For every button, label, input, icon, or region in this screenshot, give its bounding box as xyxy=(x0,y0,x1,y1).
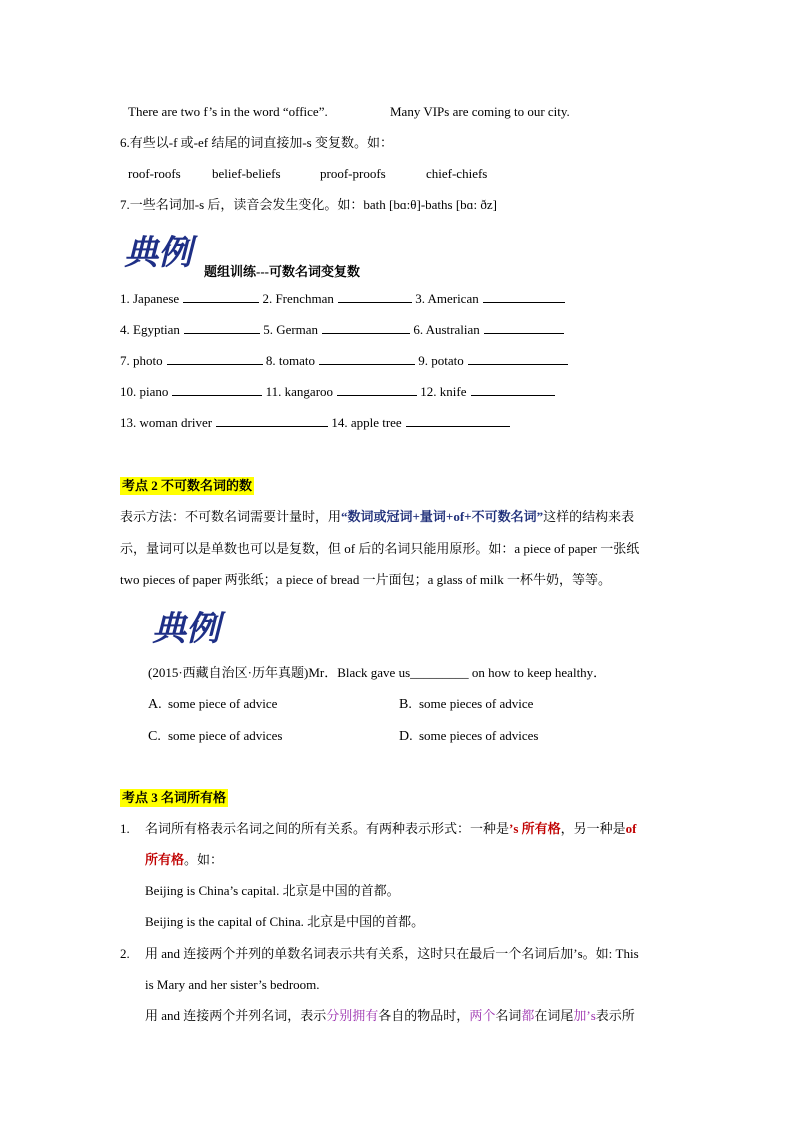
item-2-number: 2. xyxy=(120,946,130,961)
highlight-of-possessive: 所有格 xyxy=(145,852,185,867)
text: 名词所有格表示名词之间的所有关系。有两种表示形式：一种是 xyxy=(145,821,510,836)
highlight-respectively: 分别拥有 xyxy=(326,1008,379,1023)
option-d[interactable] xyxy=(399,727,538,746)
answer-blank[interactable] xyxy=(338,290,412,303)
option-c[interactable] xyxy=(148,727,282,746)
text: 表示所 xyxy=(595,1008,635,1023)
highlight-both: 都 xyxy=(521,1008,535,1023)
drill-item: 1. Japanese xyxy=(120,291,180,306)
drill-item: 11. kangaroo xyxy=(265,384,334,399)
drill-item: 4. Egyptian xyxy=(120,322,180,337)
text: 用 and 连接两个并列名词，表示 xyxy=(145,1008,327,1023)
answer-blank[interactable] xyxy=(216,414,328,427)
item-1-line-1 xyxy=(145,820,637,838)
text: 这样的结构来表 xyxy=(543,509,635,524)
option-text: some pieces of advice xyxy=(419,696,534,711)
answer-blank[interactable] xyxy=(471,383,555,396)
item-1-line-2 xyxy=(145,851,223,869)
example-6-1: roof-roofs xyxy=(128,166,181,181)
answer-blank[interactable] xyxy=(183,290,259,303)
option-letter: A. xyxy=(148,697,162,712)
section-2-heading: 考点 2 不可数名词的数 xyxy=(122,478,253,493)
item-3-line-1 xyxy=(145,1007,635,1025)
rule-6: 6.有些以-f 或-ef 结尾的词直接加-s 变复数。如： xyxy=(120,135,393,150)
drill-item: 10. piano xyxy=(120,384,169,399)
text: 。如： xyxy=(184,852,224,867)
drill-item: 14. apple tree xyxy=(331,415,402,430)
svg-text:典例: 典例 xyxy=(152,609,220,648)
item-2-line-2: is Mary and her sister’s bedroom. xyxy=(145,977,320,992)
section-3-heading: 考点 3 名词所有格 xyxy=(122,790,227,805)
highlight-add-s: 加’s xyxy=(573,1008,596,1023)
drill-item: 2. Frenchman xyxy=(262,291,334,306)
drill-item: 5. German xyxy=(263,322,319,337)
option-letter: C. xyxy=(148,729,161,744)
section-2-para-line-2: 示，量词可以是单数也可以是复数，但 of 后的名词只能用原形。如：a piece of paper 一张纸 xyxy=(120,541,640,556)
option-b[interactable] xyxy=(399,695,533,714)
option-text: some pieces of advices xyxy=(419,728,539,743)
drill-title: 题组训练---可数名词变复数 xyxy=(204,264,360,279)
example-sentence: Beijing is China’s capital. 北京是中国的首都。 xyxy=(145,883,400,898)
drill-item: 9. potato xyxy=(418,353,464,368)
drill-item: 3. American xyxy=(415,291,479,306)
drill-item: 12. knife xyxy=(420,384,467,399)
drill-row xyxy=(120,383,555,401)
text: ，另一种是 xyxy=(560,821,626,836)
answer-blank[interactable] xyxy=(322,321,410,334)
example-6-3: proof-proofs xyxy=(320,166,386,181)
option-letter: D. xyxy=(399,729,413,744)
option-text: some piece of advices xyxy=(168,728,283,743)
highlight-two: 两个 xyxy=(469,1008,496,1023)
example-sentence-right: Many VIPs are coming to our city. xyxy=(390,104,570,119)
option-a[interactable] xyxy=(148,695,277,714)
drill-item: 7. photo xyxy=(120,353,163,368)
dianli-logo xyxy=(150,604,232,648)
answer-blank[interactable] xyxy=(483,290,565,303)
text: 名词 xyxy=(495,1008,522,1023)
drill-row xyxy=(120,414,510,432)
answer-blank[interactable] xyxy=(167,352,263,365)
option-text: some piece of advice xyxy=(168,696,278,711)
example-sentence: Beijing is the capital of China. 北京是中国的首都。 xyxy=(145,914,425,929)
svg-text:典例: 典例 xyxy=(124,233,192,272)
drill-row xyxy=(120,321,564,339)
answer-blank[interactable] xyxy=(406,414,510,427)
answer-blank[interactable] xyxy=(184,321,260,334)
section-2-para-line-3: two pieces of paper 两张纸；a piece of bread 一片面包；a glass of milk 一杯牛奶，等等。 xyxy=(120,572,612,587)
highlight-of: of xyxy=(625,821,637,836)
drill-row xyxy=(120,352,568,370)
drill-item: 8. tomato xyxy=(265,353,315,368)
text: 在词尾 xyxy=(534,1008,574,1023)
text: 各自的物品时， xyxy=(378,1008,470,1023)
highlight-s-possessive: ’s 所有格 xyxy=(509,821,561,836)
example-6-4: chief-chiefs xyxy=(426,166,488,181)
answer-blank[interactable] xyxy=(319,352,415,365)
drill-item: 6. Australian xyxy=(413,322,480,337)
text: 表示方法：不可数名词需要计量时，用 xyxy=(120,509,342,524)
structure-formula: “数词或冠词+量词+of+不可数名词” xyxy=(341,509,544,524)
dianli-logo xyxy=(122,228,204,272)
example-sentence-left: There are two f’s in the word “office”. xyxy=(128,104,328,119)
item-1-number: 1. xyxy=(120,821,130,836)
option-letter: B. xyxy=(399,697,412,712)
answer-blank[interactable] xyxy=(468,352,568,365)
exam-question: (2015·西藏自治区·历年真题)Mr．Black gave us_________ on how to keep healthy． xyxy=(148,665,607,680)
item-2-line-1: 用 and 连接两个并列的单数名词表示共有关系，这时只在最后一个名词后加’s。如: This xyxy=(145,946,639,961)
drill-row xyxy=(120,290,565,308)
drill-item: 13. woman driver xyxy=(120,415,213,430)
rule-7: 7.一些名词加-s 后，读音会发生变化。如：bath [bɑ:θ]-baths [bɑ: ðz] xyxy=(120,197,497,212)
answer-blank[interactable] xyxy=(337,383,417,396)
answer-blank[interactable] xyxy=(484,321,564,334)
example-6-2: belief-beliefs xyxy=(212,166,281,181)
section-2-para-line-1 xyxy=(120,508,634,526)
answer-blank[interactable] xyxy=(172,383,262,396)
